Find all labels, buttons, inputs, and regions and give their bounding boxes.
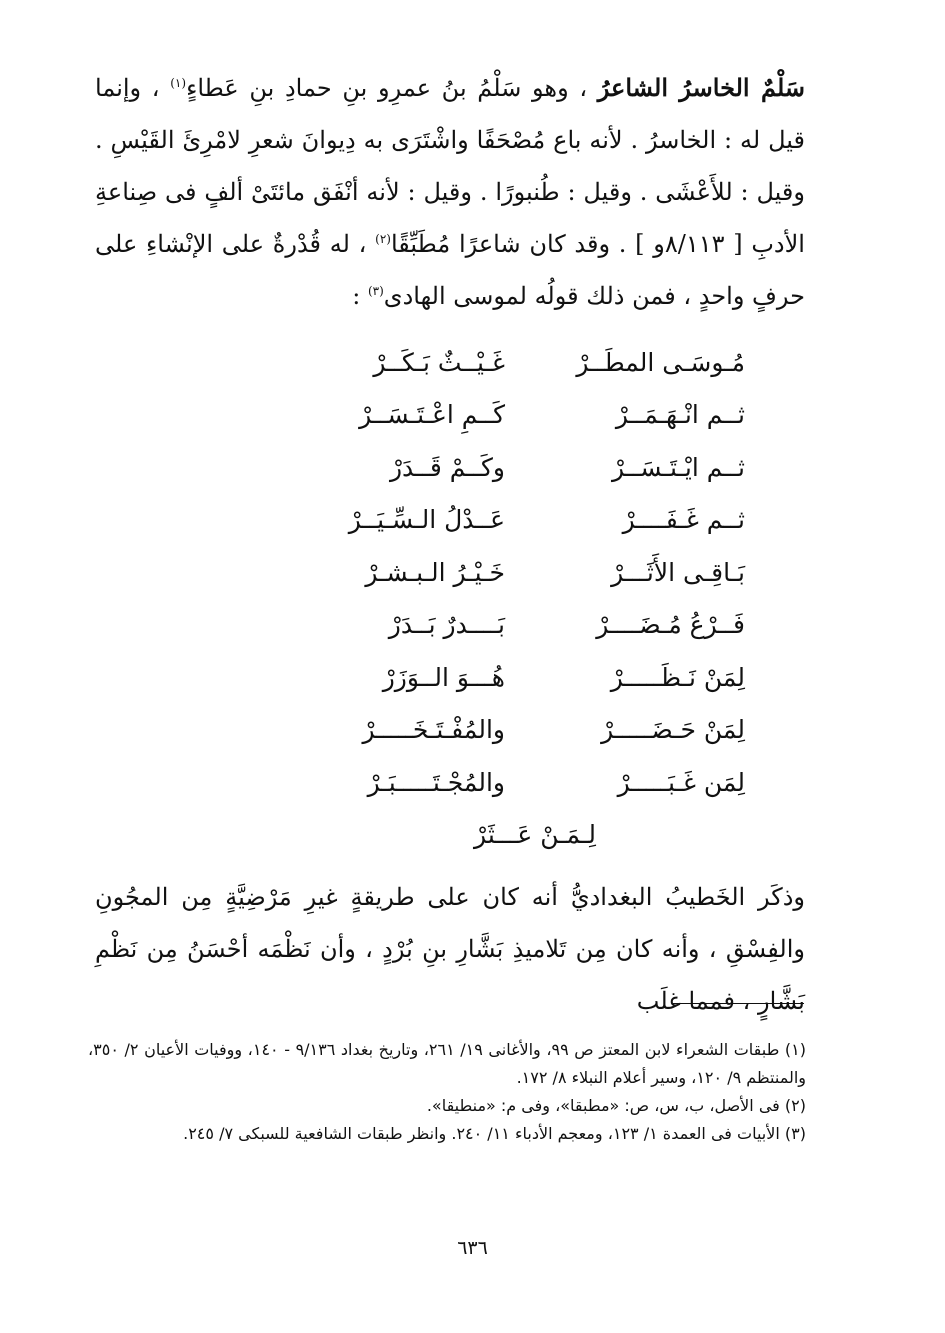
footnote-3: (٣) الأبيات فى العمدة ١/ ١٢٣، ومعجم الأدباء ١١/ ٢٤٠. وانظر طبقات الشافعية للسبكى ٧/ ٢٤٥.: [183, 1124, 806, 1143]
footnote-marker-2[interactable]: (٢): [375, 232, 391, 246]
poem-verse: [325, 704, 745, 757]
verse-second-hemistich: خَـيْـرُ الـبـشـرْ: [365, 557, 505, 587]
verse-second-hemistich: عَــدْلُ الـسِّـيَــرْ: [348, 505, 505, 535]
poem-verse: [325, 336, 745, 389]
verse-second-hemistich: هُـــوَ الــوَزَرْ: [382, 662, 505, 692]
footnote-separator: [672, 1003, 804, 1004]
verse-first-hemistich: مُـوسَـى المطَــرْ: [576, 347, 745, 377]
entry-name: سَلْمٌ الخاسرُ الشاعرُ: [597, 73, 805, 102]
verse-second-hemistich: وكَــمْ قَــدَرْ: [389, 452, 505, 482]
poem-verse: [325, 441, 745, 494]
verse-second-hemistich: والمُفْـتَـخَـــــرْ: [362, 715, 505, 745]
poem-verse: [325, 599, 745, 652]
verse-first-hemistich: لِمَنْ حَـضَـــــرْ: [601, 715, 745, 745]
verse-first-hemistich: لِمَنْ نَـظَـــــرْ: [610, 662, 745, 692]
footnote-1: (١) طبقات الشعراء لابن المعتز ص ٩٩، والأغانى ١٩/ ٢٦١، وتاريخ بغداد ٩/١٣٦ - ١٤٠، ووفيات الأعيان ٢/ ٣٥٠، والمنتظم ٩/ ١٢٠، وسير أعلام النبلاء ٨/ ١٧٢.: [88, 1040, 806, 1087]
intro-colon: :: [352, 282, 368, 310]
poem-final-line: لِـمَـنْ عَـــثَرْ: [474, 819, 596, 849]
page-number: ٦٣٦: [457, 1237, 488, 1259]
verse-second-hemistich: بَــــدرٌ بَــدَرْ: [388, 610, 505, 640]
footnotes: [88, 1036, 806, 1148]
verse-second-hemistich: والمُجْـتَـــــبَـرْ: [367, 767, 505, 797]
poem-verse: [325, 546, 745, 599]
verse-second-hemistich: غَـيْــثٌ بَـكَــرْ: [373, 347, 505, 377]
verse-first-hemistich: ثــم ايْـتَـسَــرْ: [611, 452, 745, 482]
second-paragraph: وذكَر الخَطيبُ البغداديُّ أنه كان على طريقةٍ غيرِ مَرْضِيَّةٍ مِن المجُونِ والفِسْقِ ، وأنه كان مِن تَلاميذِ بَشَّارِ بنِ بُرْدٍ ، وأن نَظْمَه أحْسَنُ مِن نَظْمِ بَشَّارٍ ، فمما غلَب: [95, 882, 805, 1015]
footnote-2: (٢) فى الأصل، ب، س، ص: «مطبقا»، وفى م: «منطيقا».: [426, 1096, 806, 1115]
poem-verse: [325, 494, 745, 547]
footnote-marker-1[interactable]: (١): [170, 76, 187, 90]
poem-verse: [325, 756, 745, 809]
intro-paragraph: [95, 62, 805, 322]
intro-text-1: ، وهو سَلْمُ بنُ عمرِو بنِ حمادِ بنِ عَطاءٍ: [186, 74, 588, 102]
page-body: [95, 62, 805, 1027]
poem-verse: [325, 651, 745, 704]
verse-first-hemistich: ثــم انْـهَـمَــرْ: [615, 400, 745, 430]
footnote-marker-3[interactable]: (٣): [367, 284, 384, 298]
intro-text-3: ، له قُدْرةٌ على الإنْشاءِ على حرفٍ واحدٍ ، فمن ذلك قولُه لموسى الهادى: [95, 230, 805, 310]
verse-first-hemistich: بَـاقِـى الأَثَـــرْ: [611, 557, 745, 587]
verse-first-hemistich: فَــرْعُ مُـضَــــرْ: [596, 610, 745, 640]
intro-text-2: ، وإنما قيل له : الخاسرُ . لأنه باع مُصْحَفًا واشْتَرَى به دِيوانَ شعرِ لامْرِئَ القَيْسِ . وقيل : للأَعْشَى . وقيل : طُنبورًا . وقيل : لأنه أنْفَق مائتَىْ ألفٍ فى صِناعةِ الأدبِ [ ٨/١١٣و ] . وقد كان شاعرًا مُطَبِّقًا: [95, 74, 805, 258]
verse-first-hemistich: لِمَن غَـبَـــــرْ: [617, 767, 745, 797]
poem-verse: [325, 389, 745, 442]
poem: [325, 336, 745, 861]
verse-first-hemistich: ثــم غَـفَــــرْ: [622, 505, 745, 535]
verse-second-hemistich: كَــمِ اعْـتَـسَــرْ: [359, 400, 505, 430]
